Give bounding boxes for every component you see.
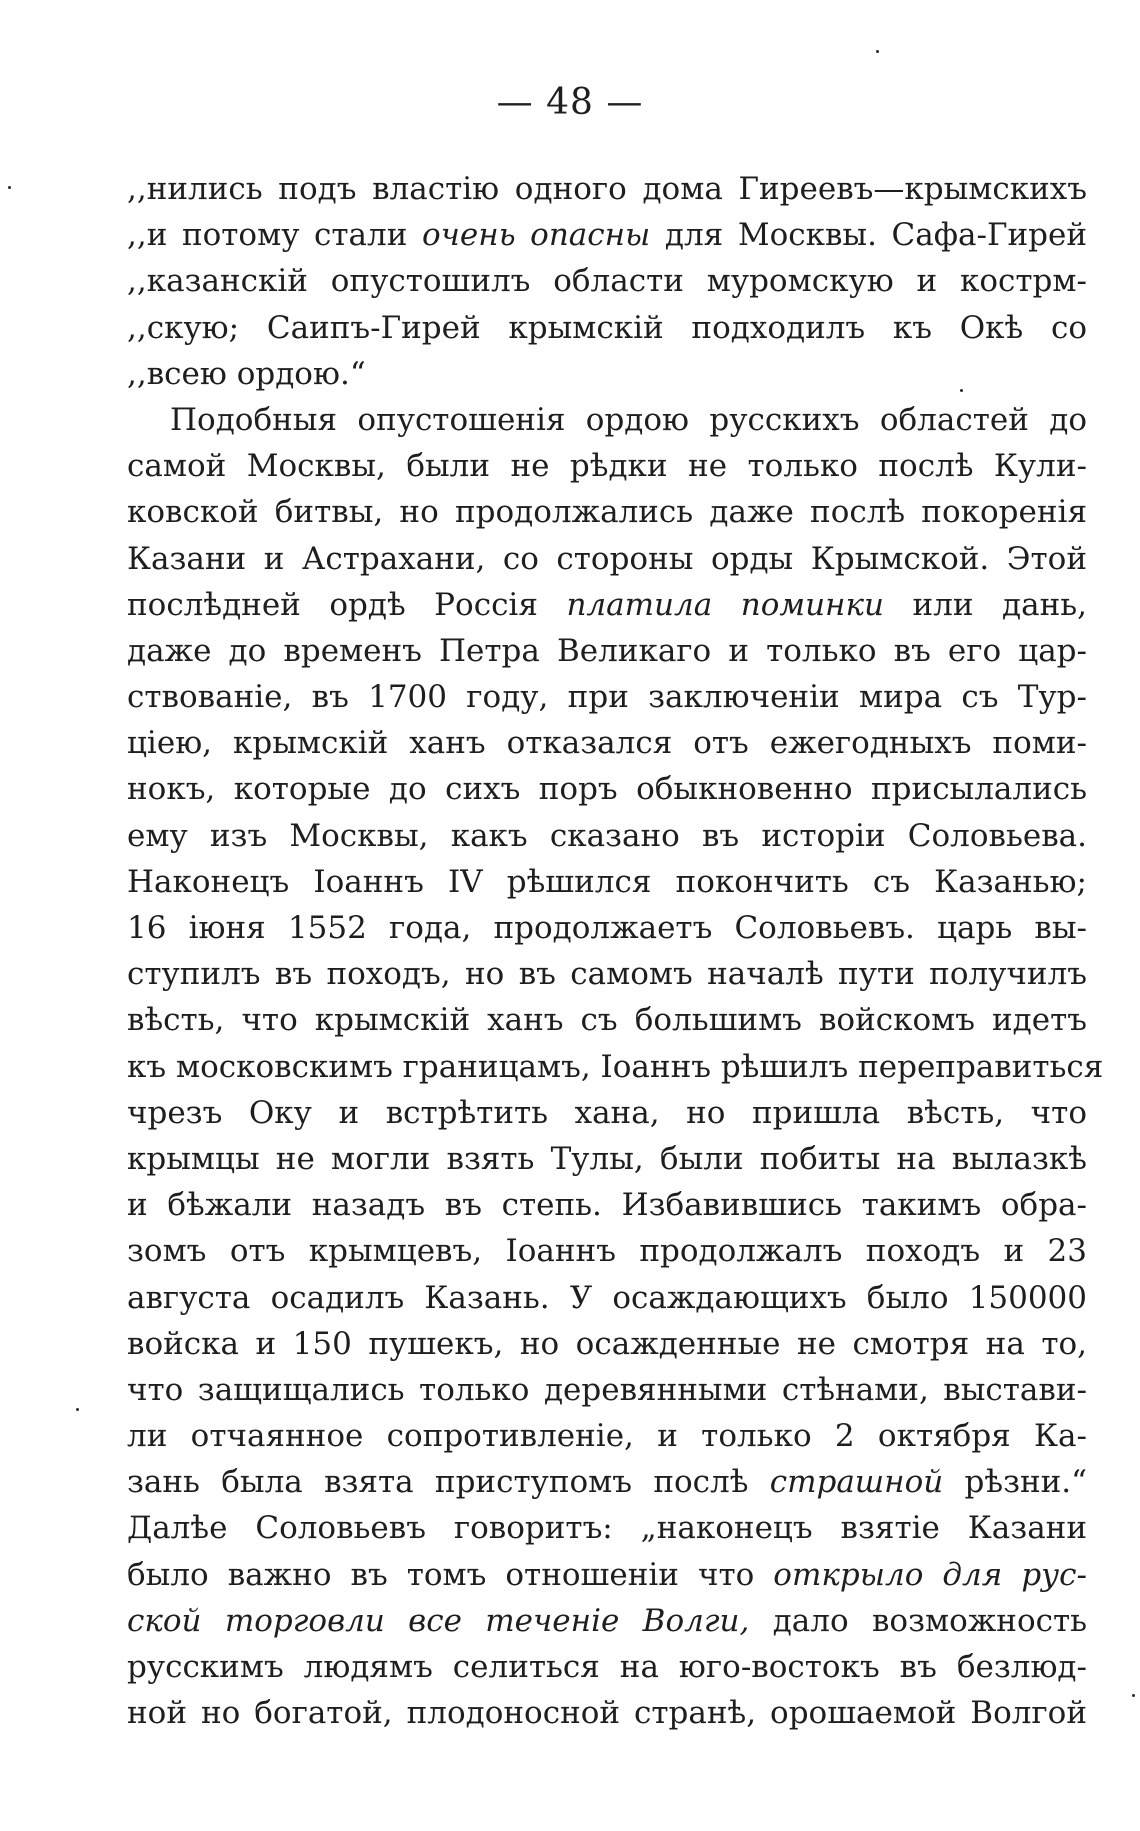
- text-line: [127, 212, 1087, 258]
- text-segment: русскимъ людямъ селиться на юго-востокъ въ безлюд-: [127, 1649, 1087, 1685]
- text-segment: ли отчаянное сопротивленіе, и только 2 октября Ка-: [127, 1418, 1087, 1455]
- text-segment: Далѣе Соловьевъ говоритъ: „наконецъ взятіе Казани: [127, 1510, 1087, 1547]
- emphasized-text: открыло для рус-: [773, 1556, 1087, 1593]
- text-segment: ,,всею ордою.“: [127, 355, 366, 392]
- text-line: [127, 258, 1087, 304]
- text-segment: крымцы не могли взять Тулы, были побиты на вылазкѣ: [127, 1140, 1087, 1177]
- text-segment: или дань,: [883, 586, 1087, 623]
- text-line: [127, 1505, 1087, 1551]
- text-line: [127, 1321, 1087, 1367]
- text-segment: ,,скую; Саипъ-Гирей крымскій подходилъ къ Окѣ со: [127, 309, 1087, 346]
- text-segment: августа осадилъ Казань. У осаждающихъ было 150000: [127, 1279, 1087, 1316]
- text-line: [127, 1090, 1087, 1136]
- text-line: [127, 1644, 1087, 1690]
- text-segment: войска и 150 пушекъ, но осажденные не смотря на то,: [127, 1325, 1087, 1362]
- text-segment: было важно въ томъ отношеніи что: [127, 1556, 774, 1593]
- text-segment: Подобныя опустошенія ордою русскихъ областей до: [170, 401, 1087, 438]
- text-segment: ,,и потому стали: [127, 217, 422, 254]
- text-segment: зомъ отъ крымцевъ, Іоаннъ продолжалъ походъ и 23: [127, 1233, 1087, 1270]
- text-segment: Казани и Астрахани, со стороны орды Крымской. Этой: [127, 540, 1087, 577]
- print-speck: [8, 186, 11, 189]
- text-segment: нокъ, которые до сихъ поръ обыкновенно присылались: [127, 771, 1087, 808]
- text-line: [127, 766, 1087, 812]
- emphasized-text: ской торговли все теченіе Волги,: [127, 1602, 750, 1639]
- text-line: [127, 720, 1087, 766]
- text-segment: чрезъ Оку и встрѣтить хана, но пришла вѣсть, что: [127, 1094, 1087, 1131]
- text-segment: ступилъ въ походъ, но въ самомъ началѣ пути получилъ: [127, 956, 1087, 993]
- text-line: [127, 674, 1087, 720]
- text-line: [127, 1275, 1087, 1321]
- text-line: [127, 1044, 1104, 1090]
- text-segment: самой Москвы, были не рѣдки не только послѣ Кули-: [127, 448, 1087, 485]
- emphasized-text: очень опасны: [421, 217, 651, 254]
- text-line: [127, 489, 1087, 535]
- text-line: [127, 1367, 1087, 1413]
- print-speck: [876, 50, 879, 53]
- text-segment: Наконецъ Іоаннъ IV рѣшился покончить съ Казанью;: [127, 863, 1087, 900]
- text-line: [127, 1552, 1087, 1598]
- text-segment: ствованіе, въ 1700 году, при заключеніи мира съ Тур-: [127, 679, 1087, 716]
- text-line: [127, 1459, 1087, 1505]
- text-line: [127, 859, 1087, 905]
- text-segment: ной но богатой, плодоносной странѣ, орошаемой Волгой: [127, 1695, 1087, 1732]
- text-line: [127, 1598, 1087, 1644]
- page-number: — 48 —: [496, 82, 644, 123]
- text-line: [127, 1228, 1087, 1274]
- text-segment: 16 іюня 1552 года, продолжаетъ Соловьевъ. царь вы-: [127, 910, 1087, 946]
- print-speck: [76, 1408, 79, 1411]
- text-line: [127, 351, 1087, 397]
- text-segment: ,,казанскій опустошилъ области муромскую и кострм-: [127, 263, 1087, 300]
- text-line: [127, 1413, 1087, 1459]
- text-line: [127, 1690, 1087, 1736]
- text-line: [127, 443, 1087, 489]
- text-segment: что защищались только деревянными стѣнами, выстави-: [127, 1371, 1087, 1408]
- text-line: [127, 813, 1087, 859]
- text-segment: и бѣжали назадъ въ степь. Избавившись такимъ обра-: [127, 1187, 1087, 1224]
- text-segment: дало возможность: [749, 1602, 1087, 1639]
- text-segment: даже до временъ Петра Великаго и только въ его цар-: [127, 632, 1087, 669]
- text-line: [127, 997, 1087, 1043]
- print-speck: [960, 389, 963, 392]
- text-line: [127, 536, 1087, 582]
- text-line: [127, 1136, 1087, 1182]
- text-segment: ему изъ Москвы, какъ сказано въ исторіи Соловьева.: [127, 817, 1087, 854]
- emphasized-text: платила поминки: [566, 586, 884, 623]
- text-line: [127, 397, 1087, 443]
- text-line: [127, 166, 1087, 212]
- text-segment: рѣзни.“: [943, 1464, 1088, 1501]
- text-segment: вѣсть, что крымскій ханъ съ большимъ войскомъ идетъ: [127, 1002, 1087, 1039]
- text-segment: къ московскимъ границамъ, Іоаннъ рѣшилъ переправиться: [127, 1048, 1104, 1085]
- text-line: [127, 1182, 1087, 1228]
- text-segment: ,,нились подъ властію одного дома Гиреевъ—крымскихъ: [127, 171, 1087, 207]
- text-line: [127, 305, 1087, 351]
- text-line: [127, 582, 1087, 628]
- emphasized-text: страшной: [769, 1464, 944, 1501]
- text-line: [127, 951, 1087, 997]
- text-segment: ціею, крымскій ханъ отказался отъ ежегодныхъ поми-: [127, 725, 1087, 762]
- text-segment: зань была взята приступомъ послѣ: [127, 1464, 770, 1501]
- text-line: [127, 905, 1087, 951]
- print-speck: [1132, 1694, 1135, 1697]
- text-line: [127, 628, 1087, 674]
- text-segment: для Москвы. Сафа-Гирей: [650, 217, 1087, 254]
- text-body: [127, 166, 1104, 1736]
- text-segment: послѣдней ордѣ Россія: [127, 586, 567, 623]
- text-segment: ковской битвы, но продолжались даже послѣ покоренія: [127, 494, 1087, 531]
